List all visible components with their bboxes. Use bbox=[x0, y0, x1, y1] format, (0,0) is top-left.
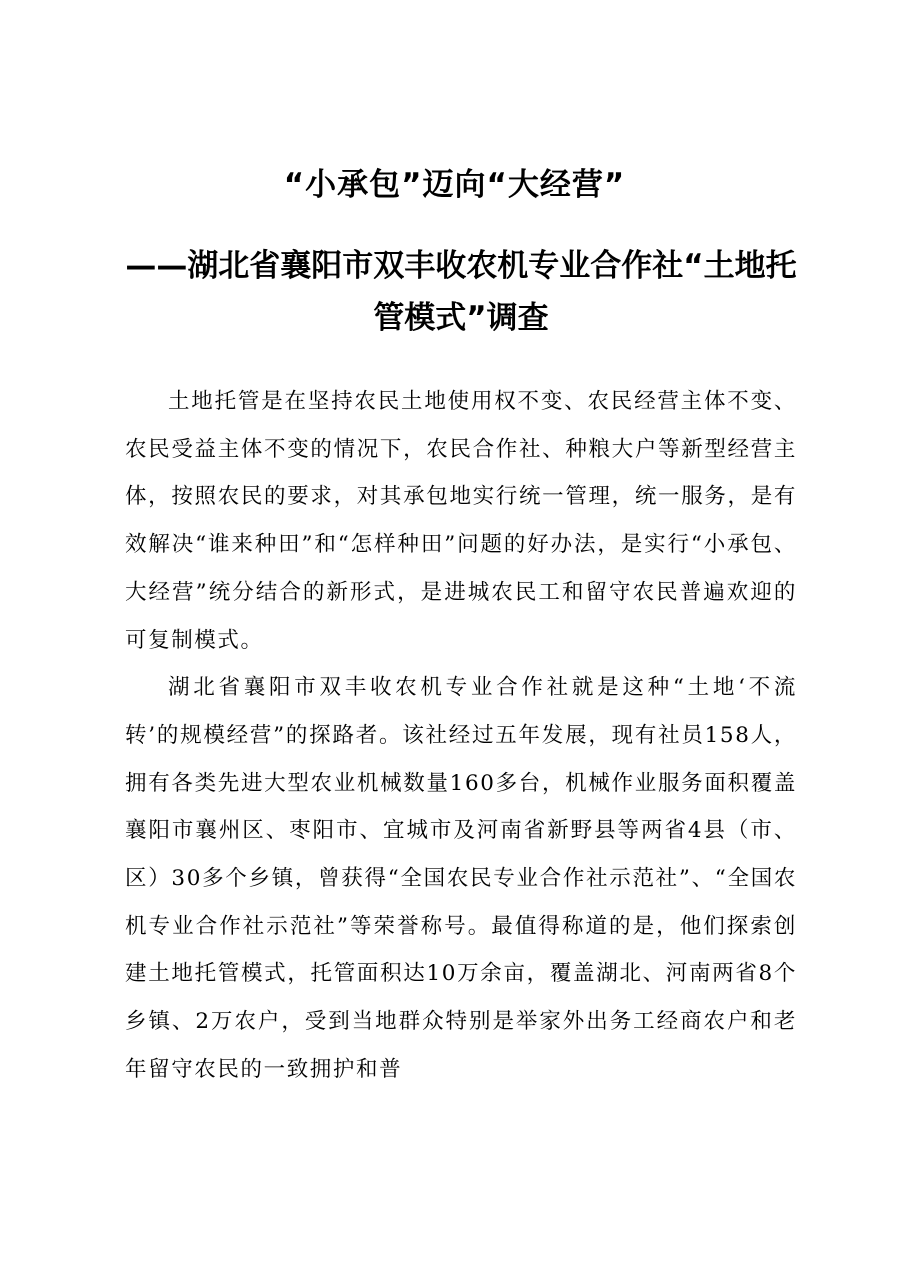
paragraph-2: 湖北省襄阳市双丰收农机专业合作社就是这种“土地‘不流转’的规模经营”的探路者。该社经过五年发展，现有社员158人，拥有各类先进大型农业机械数量160多台，机械作业服务面积覆盖襄阳市襄州区、枣阳市、宜城市及河南省新野县等两省4县（市、区）30多个乡镇，曾获得“全国农民专业合作社示范社”、“全国农机专业合作社示范社”等荣誉称号。最值得称道的是，他们探索创建土地托管模式，托管面积达10万余亩，覆盖湖北、河南两省8个乡镇、2万农户，受到当地群众特别是举家外出务工经商农户和老年留守农民的一致拥护和普 bbox=[125, 675, 797, 1082]
document-body bbox=[125, 378, 797, 1094]
document-subtitle: ——湖北省襄阳市双丰收农机专业合作社“土地托管模式”调查 bbox=[125, 248, 797, 336]
document-title: “小承包”迈向“大经营” bbox=[283, 167, 626, 203]
paragraph-1: 土地托管是在坚持农民土地使用权不变、农民经营主体不变、农民受益主体不变的情况下，农民合作社、种粮大户等新型经营主体，按照农民的要求，对其承包地实行统一管理，统一服务，是有效解决“谁来种田”和“怎样种田”问题的好办法，是实行“小承包、大经营”统分结合的新形式，是进城农民工和留守农民普遍欢迎的可复制模式。 bbox=[125, 389, 797, 653]
